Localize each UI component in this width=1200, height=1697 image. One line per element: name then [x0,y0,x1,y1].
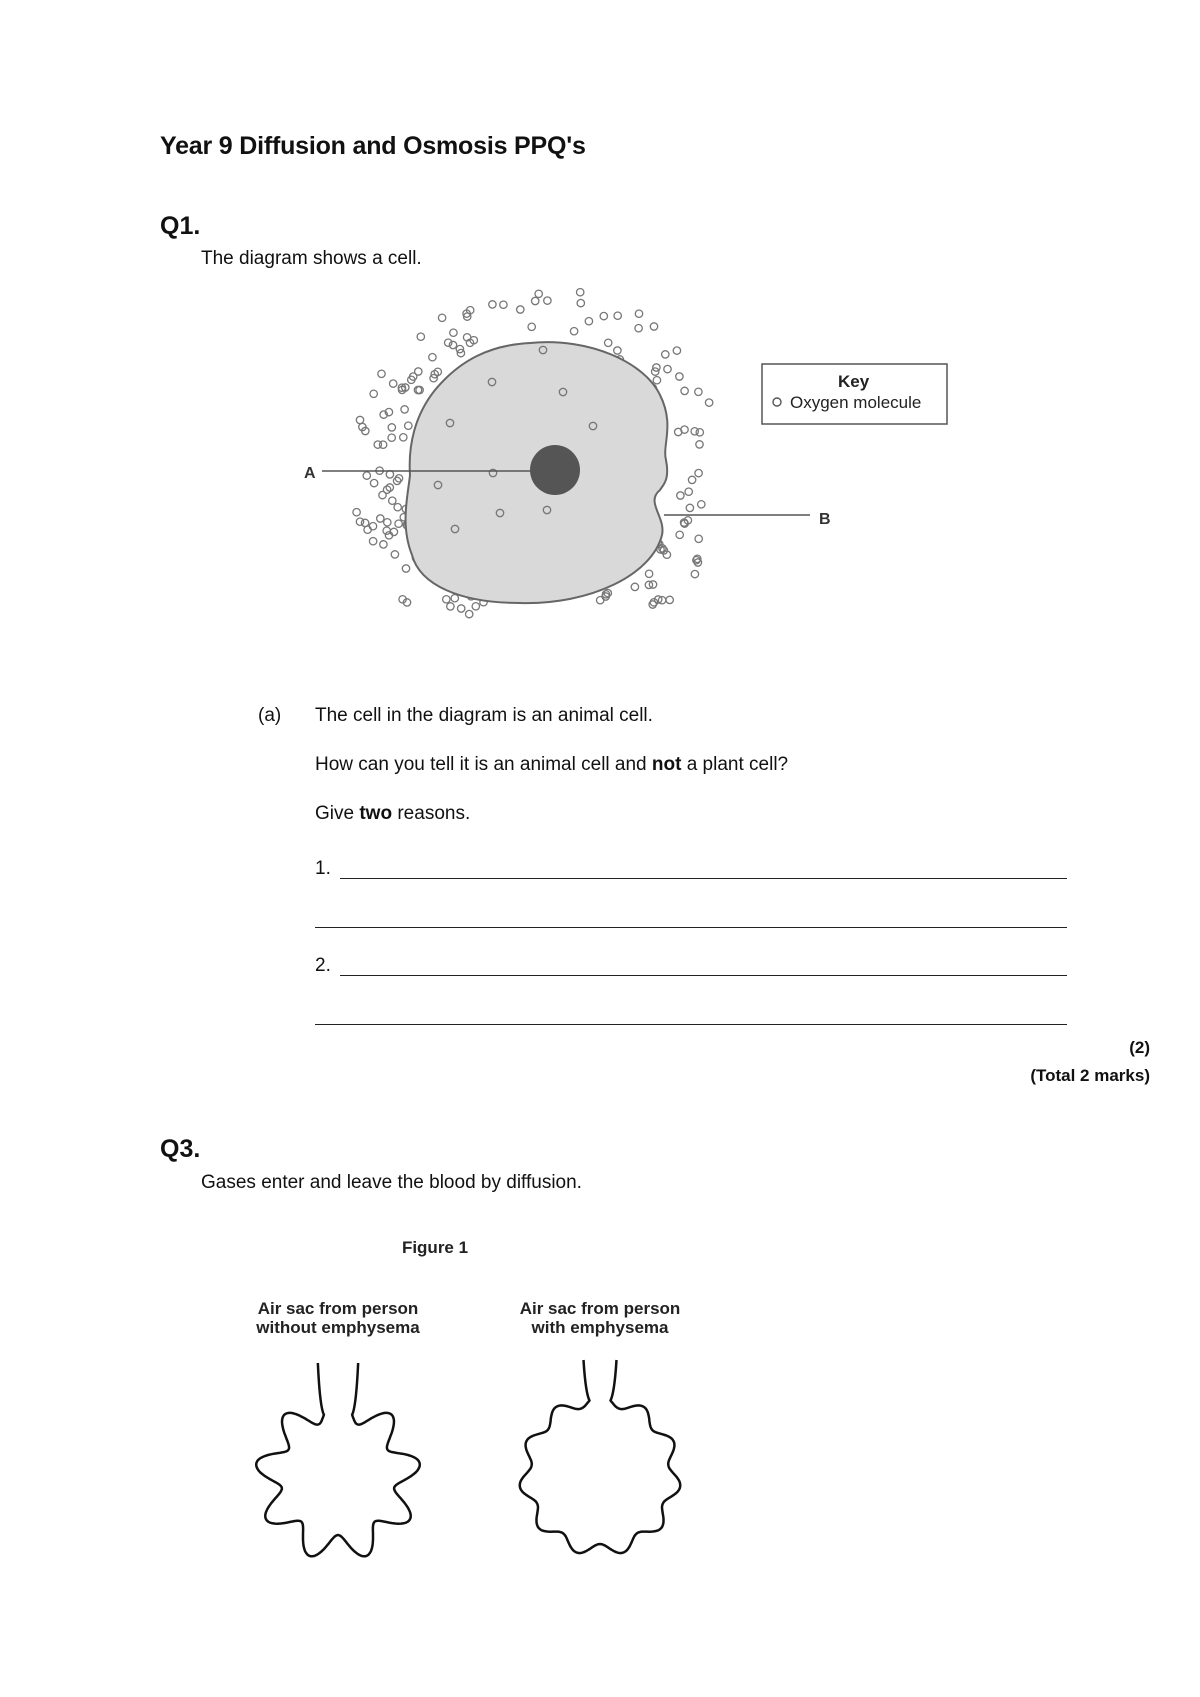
air-sac-figure [230,1230,750,1575]
oxygen-molecule [443,596,450,603]
oxygen-molecule [388,434,395,441]
oxygen-molecule [400,434,407,441]
question-text-end: a plant cell? [681,754,789,775]
oxygen-molecule [466,610,473,617]
oxygen-molecule [664,365,671,372]
oxygen-molecule [681,387,688,394]
oxygen-molecule [415,368,422,375]
oxygen-molecule [653,377,660,384]
oxygen-molecule [458,605,465,612]
answer-line-1[interactable] [340,878,1067,879]
oxygen-molecule [577,289,584,296]
oxygen-molecule [402,565,409,572]
oxygen-molecule [696,441,703,448]
oxygen-molecule [662,351,669,358]
oxygen-molecule [570,328,577,335]
oxygen-molecule [645,570,652,577]
oxygen-molecule [666,596,673,603]
question-1-intro: The diagram shows a cell. [201,248,422,269]
part-a-marks: (2) [1129,1038,1150,1057]
oxygen-molecule [691,570,698,577]
oxygen-molecule [605,339,612,346]
oxygen-molecule [389,497,396,504]
oxygen-molecule [386,471,393,478]
oxygen-molecule [695,469,702,476]
oxygen-molecule [353,509,360,516]
air-sac-healthy [256,1363,420,1556]
question-1-number: Q1. [160,212,201,240]
label-a: A [304,465,316,482]
oxygen-molecule [489,301,496,308]
oxygen-molecule [356,518,363,525]
oxygen-molecule [472,603,479,610]
oxygen-molecule [691,428,698,435]
oxygen-molecule [631,583,638,590]
oxygen-molecule [685,488,692,495]
oxygen-molecule [614,347,621,354]
oxygen-molecule [681,426,688,433]
part-a-label: (a) [258,705,282,726]
oxygen-molecule [405,422,412,429]
key-title: Key [838,372,870,391]
oxygen-molecule [544,297,551,304]
oxygen-molecule [650,323,657,330]
key-oxygen-label: Oxygen molecule [790,393,922,412]
oxygen-molecule [380,541,387,548]
oxygen-molecule [395,520,402,527]
oxygen-molecule [686,504,693,511]
oxygen-molecule [447,603,454,610]
oxygen-molecule [370,390,377,397]
question-1-total-marks: (Total 2 marks) [1030,1066,1150,1085]
answer-line-1-label: 1. [315,858,331,879]
oxygen-molecule [401,406,408,413]
oxygen-molecule [688,476,695,483]
oxygen-molecule [374,441,381,448]
answer-line-2[interactable] [340,975,1067,976]
oxygen-molecule [585,318,592,325]
oxygen-molecule [429,354,436,361]
label-b: B [819,511,831,528]
oxygen-molecule [390,380,397,387]
oxygen-molecule [438,314,445,321]
oxygen-molecule [388,424,395,431]
oxygen-molecule [532,297,539,304]
oxygen-molecule [394,504,401,511]
air-sac-emphysema [520,1360,680,1553]
oxygen-molecule [356,416,363,423]
nucleus [530,445,580,495]
instruction-emphasis-two: two [359,803,393,824]
oxygen-molecule [698,501,705,508]
answer-line-2-label: 2. [315,955,331,976]
oxygen-molecule [528,323,535,330]
oxygen-molecule [696,429,703,436]
oxygen-molecule [635,310,642,317]
right-caption-line-2: with emphysema [531,1318,669,1337]
oxygen-molecule [378,370,385,377]
figure-title: Figure 1 [401,1238,469,1257]
instruction-text-end: reasons. [392,803,471,824]
part-a-statement: The cell in the diagram is an animal cell. [315,705,653,726]
oxygen-molecule [369,538,376,545]
oxygen-molecule [377,515,384,522]
part-a-instruction [315,803,470,825]
oxygen-molecule [451,595,458,602]
oxygen-molecule [635,325,642,332]
oxygen-molecule [417,333,424,340]
oxygen-molecule [517,306,524,313]
instruction-text-start: Give [315,803,360,824]
oxygen-molecule [676,531,683,538]
document-title: Year 9 Diffusion and Osmosis PPQ's [160,132,586,160]
oxygen-molecule [370,479,377,486]
oxygen-molecule [600,312,607,319]
question-text-start: How can you tell it is an animal cell and [315,754,652,775]
label-b-container [815,503,845,533]
oxygen-molecule [384,519,391,526]
oxygen-molecule [695,535,702,542]
answer-line-2-continued[interactable] [315,1024,1067,1025]
oxygen-molecule [614,312,621,319]
right-caption-line-1: Air sac from person [519,1299,681,1318]
oxygen-molecule [535,290,542,297]
oxygen-molecule [673,347,680,354]
oxygen-molecule [369,523,376,530]
left-caption-line-1: Air sac from person [257,1299,419,1318]
left-caption-line-2: without emphysema [256,1318,420,1337]
part-a-question [315,754,788,776]
oxygen-molecule [364,526,371,533]
oxygen-molecule [676,373,683,380]
oxygen-molecule [363,472,370,479]
cell-diagram [290,285,922,670]
oxygen-molecule [705,399,712,406]
oxygen-molecule [677,492,684,499]
oxygen-molecule [500,301,507,308]
oxygen-molecule [577,299,584,306]
oxygen-molecule [695,388,702,395]
question-3-number: Q3. [160,1135,201,1163]
answer-line-1-continued[interactable] [315,927,1067,928]
oxygen-molecule [391,551,398,558]
question-emphasis-not: not [651,754,682,775]
oxygen-molecule [450,329,457,336]
question-3-intro: Gases enter and leave the blood by diffusion. [201,1172,582,1193]
